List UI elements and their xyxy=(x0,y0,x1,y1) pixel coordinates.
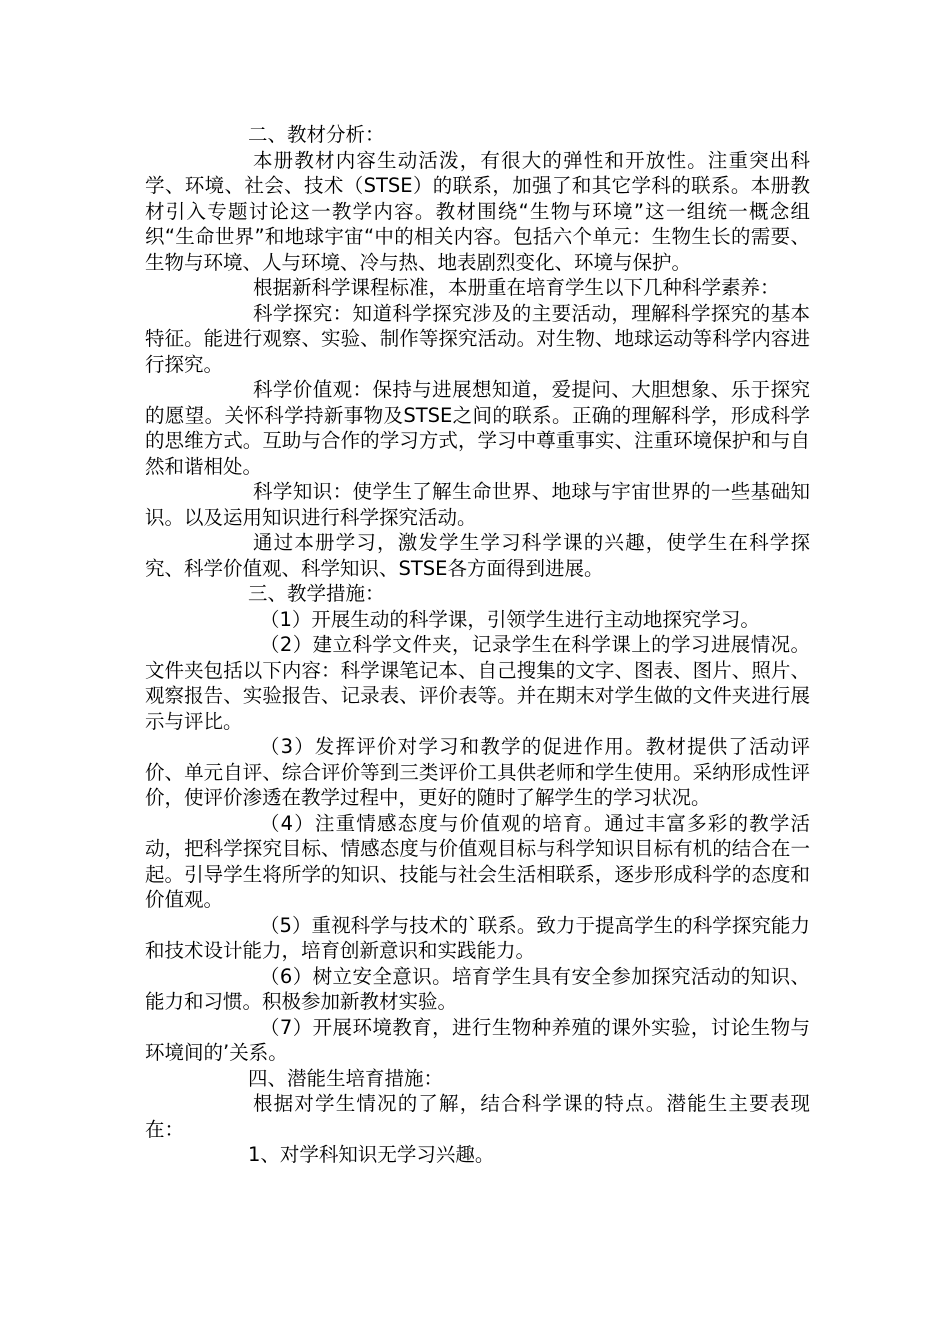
section-heading-potential-students: 四、潜能生培育措施： xyxy=(248,1066,444,1090)
paragraph: 科学知识：使学生了解生命世界、地球与宇宙世界的一些基础知识。以及运用知识进行科学探究活动。 xyxy=(145,480,810,529)
measure-item: （1）开展生动的科学课，引领学生进行主动地探究学习。 xyxy=(260,607,760,631)
measure-item: （2）建立科学文件夹，记录学生在科学课上的学习进展情况。文件夹包括以下内容：科学课笔记本、自己搜集的文字、图表、图片、照片、观察报告、实验报告、记录表、评价表等。并在期末对学生做的文件夹进行展示与评比。 xyxy=(145,633,810,733)
measure-item: （3）发挥评价对学习和教学的促进作用。教材提供了活动评价、单元自评、综合评价等到三类评价工具供老师和学生使用。采纳形成性评价，使评价渗透在教学过程中，更好的随时了解学生的学习状况。 xyxy=(145,735,810,809)
paragraph: 通过本册学习，激发学生学习科学课的兴趣，使学生在科学探究、科学价值观、科学知识、STSE各方面得到进展。 xyxy=(145,531,810,580)
measure-item: （4）注重情感态度与价值观的培育。通过丰富多彩的教学活动，把科学探究目标、情感态度与价值观目标与科学知识目标有机的结合在一起。引导学生将所学的知识、技能与社会生活相联系，逐步形成科学的态度和价值观。 xyxy=(145,811,810,911)
section-heading-teaching-material-analysis: 二、教材分析： xyxy=(248,123,385,146)
paragraph: 根据新科学课程标准，本册重在培育学生以下几种科学素养： xyxy=(253,276,780,299)
list-item: 1、对学科知识无学习兴趣。 xyxy=(248,1143,495,1166)
paragraph: 科学价值观：保持与进展想知道，爱提问、大胆想象、乐于探究的愿望。关怀科学持新事物及STSE之间的联系。正确的理解科学，形成科学的思维方式。互助与合作的学习方式，学习中尊重事实、注重环境保护和与自然和谐相处。 xyxy=(145,378,810,478)
measure-item: （7）开展环境教育，进行生物种养殖的课外实验，讨论生物与环境间的’关系。 xyxy=(145,1015,810,1064)
paragraph: 本册教材内容生动活泼，有很大的弹性和开放性。注重突出科学、环境、社会、技术（STSE）的联系，加强了和其它学科的联系。本册教材引入专题讨论这一教学内容。教材围绕“生物与环境”这一组统一概念组织“生命世界”和地球宇宙“中的相关内容。包括六个单元：生物生长的需要、生物与环境、人与环境、冷与热、地表剧烈变化、环境与保护。 xyxy=(145,148,810,274)
measure-item: （5）重视科学与技术的`联系。致力于提高学生的科学探究能力和技术设计能力，培育创新意识和实践能力。 xyxy=(145,913,810,962)
paragraph: 科学探究：知道科学探究涉及的主要活动，理解科学探究的基本特征。能进行观察、实验、制作等探究活动。对生物、地球运动等科学内容进行探究。 xyxy=(145,301,810,376)
document-body xyxy=(145,122,810,1168)
paragraph: 根据对学生情况的了解，结合科学课的特点。潜能生主要表现在： xyxy=(145,1092,810,1141)
measure-item: （6）树立安全意识。培育学生具有安全参加探究活动的知识、能力和习惯。积极参加新教材实验。 xyxy=(145,964,810,1013)
section-heading-teaching-measures: 三、教学措施： xyxy=(248,582,385,605)
